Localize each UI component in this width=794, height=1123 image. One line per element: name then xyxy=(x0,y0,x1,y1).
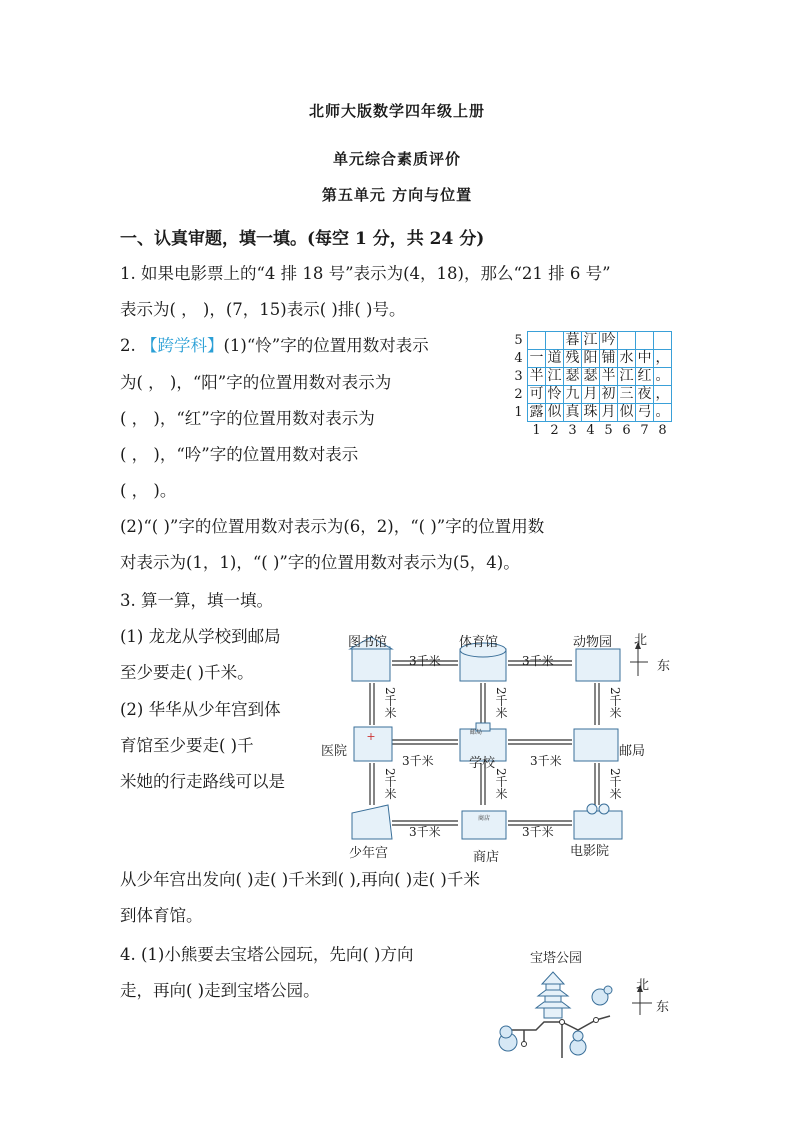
grid-cell: 夜 xyxy=(637,386,652,402)
grid-cell: ， xyxy=(655,386,670,402)
grid-cell: 道 xyxy=(547,350,562,366)
grid-cell: 铺 xyxy=(601,350,616,366)
grid-cell: 江 xyxy=(547,368,562,384)
grid-cell: 月 xyxy=(583,386,598,402)
grid-cell: 江 xyxy=(583,332,598,348)
col-label: 4 xyxy=(586,423,595,438)
unit-title: 第五单元 方向与位置 xyxy=(321,186,473,204)
grid-cell: 。 xyxy=(655,404,670,420)
dist-gym-school: 2千米 xyxy=(494,687,508,719)
row-label: 2 xyxy=(514,387,523,402)
book-title: 北师大版数学四年级上册 xyxy=(308,102,485,120)
grid-cell: 一 xyxy=(529,350,544,366)
hospital-cross: + xyxy=(366,730,376,743)
grid-cell: 瑟 xyxy=(565,368,580,384)
dist-hospital-school: 3千米 xyxy=(402,754,434,768)
q2-line4: ( ， )，“吟”字的位置用数对表示 xyxy=(120,445,359,464)
park-compass-north: 北 xyxy=(636,978,650,993)
shop-sign: 商店 xyxy=(477,815,491,822)
grid-cell: 半 xyxy=(601,368,616,384)
section-heading: 一、认真审题，填一填。(每空 1 分，共 24 分) xyxy=(120,229,485,249)
grid-cell xyxy=(618,332,636,350)
grid-cell: 似 xyxy=(547,404,562,420)
grid-cell: 。 xyxy=(655,368,670,384)
poem-grid xyxy=(510,331,672,439)
q3-heading: 3. 算一算，填一填。 xyxy=(120,591,273,610)
col-label: 8 xyxy=(658,423,667,438)
grid-cell: 弓 xyxy=(637,404,652,420)
grid-cell: 月 xyxy=(601,404,616,420)
col-label: 3 xyxy=(568,423,577,438)
q2-text: (1)“怜”字的位置用数对表示 xyxy=(223,336,429,355)
grid-cell: ， xyxy=(655,350,670,366)
q3-p1-line2: 至少要走( )千米。 xyxy=(120,663,254,682)
grid-cell: 吟 xyxy=(601,332,616,348)
label-zoo: 动物园 xyxy=(573,635,613,650)
label-hospital: 医院 xyxy=(321,744,348,759)
dist-gym-zoo: 3千米 xyxy=(522,654,554,668)
grid-cell: 半 xyxy=(529,368,544,384)
grid-cell: 可 xyxy=(529,386,544,402)
label-gym: 体育馆 xyxy=(459,635,499,650)
q2-number: 2. xyxy=(120,336,141,355)
dist-school-post: 3千米 xyxy=(530,754,562,768)
row-label: 1 xyxy=(514,405,523,420)
bird-icon xyxy=(592,986,612,1005)
grid-cell xyxy=(654,332,672,350)
grid-cell: 珠 xyxy=(583,404,598,420)
cross-subject-tag: 【跨学科】 xyxy=(141,336,224,355)
row-label: 5 xyxy=(514,333,523,348)
cinema-icon xyxy=(574,804,622,839)
park-map xyxy=(488,962,648,1062)
q2-line7: 对表示为(1，1)，“( )”字的位置用数对表示为(5，4)。 xyxy=(120,553,520,572)
park-compass-east: 东 xyxy=(656,1000,670,1015)
post-office-icon xyxy=(574,729,618,761)
youth-palace-icon xyxy=(352,805,392,839)
q3-p2-line3: 米她的行走路线可以是 xyxy=(120,772,285,791)
col-label: 7 xyxy=(640,423,649,438)
q3-p2-line2: 育馆至少要走( )千 xyxy=(120,736,254,755)
zoo-icon xyxy=(576,649,620,681)
animal-icon xyxy=(570,1031,586,1055)
grid-cell: 水 xyxy=(619,350,634,366)
grid-cell: 三 xyxy=(619,386,634,402)
label-youth-palace: 少年宫 xyxy=(349,846,389,861)
grid-cell: 似 xyxy=(619,404,634,420)
grid-cell: 九 xyxy=(565,386,580,402)
label-post-office: 邮局 xyxy=(619,744,646,759)
q3-p2-line1: (2) 华华从少年宫到体 xyxy=(120,700,281,719)
label-school: 学校 xyxy=(469,756,496,771)
q3-route-line1: 从少年宫出发向( )走( )千米到( ),再向( )走( )千米 xyxy=(120,870,480,889)
q2-line3: ( ， )，“红”字的位置用数对表示为 xyxy=(120,409,375,428)
row-label: 4 xyxy=(514,351,523,366)
dist-youth-shop: 3千米 xyxy=(409,825,441,839)
grid-cell: 阳 xyxy=(583,350,598,366)
grid-cell: 露 xyxy=(529,404,544,420)
grid-cell: 瑟 xyxy=(583,368,598,384)
q4-line1: 4. (1)小熊要去宝塔公园玩，先向( )方向 xyxy=(120,945,414,964)
grid-cell: 暮 xyxy=(565,332,580,348)
q1-line1: 1. 如果电影票上的“4 排 18 号”表示为(4，18)，那么“21 排 6 号” xyxy=(120,264,611,283)
grid-cell xyxy=(636,332,654,350)
q3-route-line2: 到体育馆。 xyxy=(120,906,203,925)
grid-cell xyxy=(528,332,546,350)
dist-hospital-youth: 2千米 xyxy=(383,768,397,800)
col-label: 6 xyxy=(622,423,631,438)
compass-north: 北 xyxy=(634,633,648,648)
post-office-sign: 邮局 xyxy=(469,729,483,736)
q2-line1 xyxy=(120,332,429,356)
q1-line2: 表示为( ， )，(7，15)表示( )排( )号。 xyxy=(120,300,406,319)
label-cinema: 电影院 xyxy=(570,844,610,859)
compass-east: 东 xyxy=(657,659,671,674)
col-label: 5 xyxy=(604,423,613,438)
grid-cell xyxy=(546,332,564,350)
dist-library-hospital: 2千米 xyxy=(383,687,397,719)
row-label: 3 xyxy=(514,369,523,384)
q4-line2: 走，再向( )走到宝塔公园。 xyxy=(120,981,320,1000)
park-title: 宝塔公园 xyxy=(530,951,583,966)
dist-library-gym: 3千米 xyxy=(409,654,441,668)
col-label: 2 xyxy=(550,423,559,438)
dist-shop-cinema: 3千米 xyxy=(522,825,554,839)
label-library: 图书馆 xyxy=(348,635,388,650)
grid-cell: 真 xyxy=(565,404,580,420)
q2-line5: ( ， )。 xyxy=(120,481,177,500)
assessment-title: 单元综合素质评价 xyxy=(332,150,461,168)
dist-zoo-post: 2千米 xyxy=(608,687,622,719)
q2-line2: 为( ， )，“阳”字的位置用数对表示为 xyxy=(120,373,392,392)
label-shop: 商店 xyxy=(473,850,500,865)
grid-cell: 怜 xyxy=(547,386,562,402)
dist-post-cinema: 2千米 xyxy=(608,768,622,800)
grid-cell: 残 xyxy=(565,350,580,366)
grid-cell: 红 xyxy=(637,368,652,384)
grid-cell: 初 xyxy=(601,386,616,402)
q2-line6: (2)“( )”字的位置用数对表示为(6，2)，“( )”字的位置用数 xyxy=(120,517,545,536)
col-label: 1 xyxy=(532,423,541,438)
q3-p1-line1: (1) 龙龙从学校到邮局 xyxy=(120,627,281,646)
dist-school-shop: 2千米 xyxy=(494,768,508,800)
grid-cell: 中 xyxy=(637,350,652,366)
pagoda-icon xyxy=(536,972,570,1018)
grid-cell: 江 xyxy=(619,368,634,384)
